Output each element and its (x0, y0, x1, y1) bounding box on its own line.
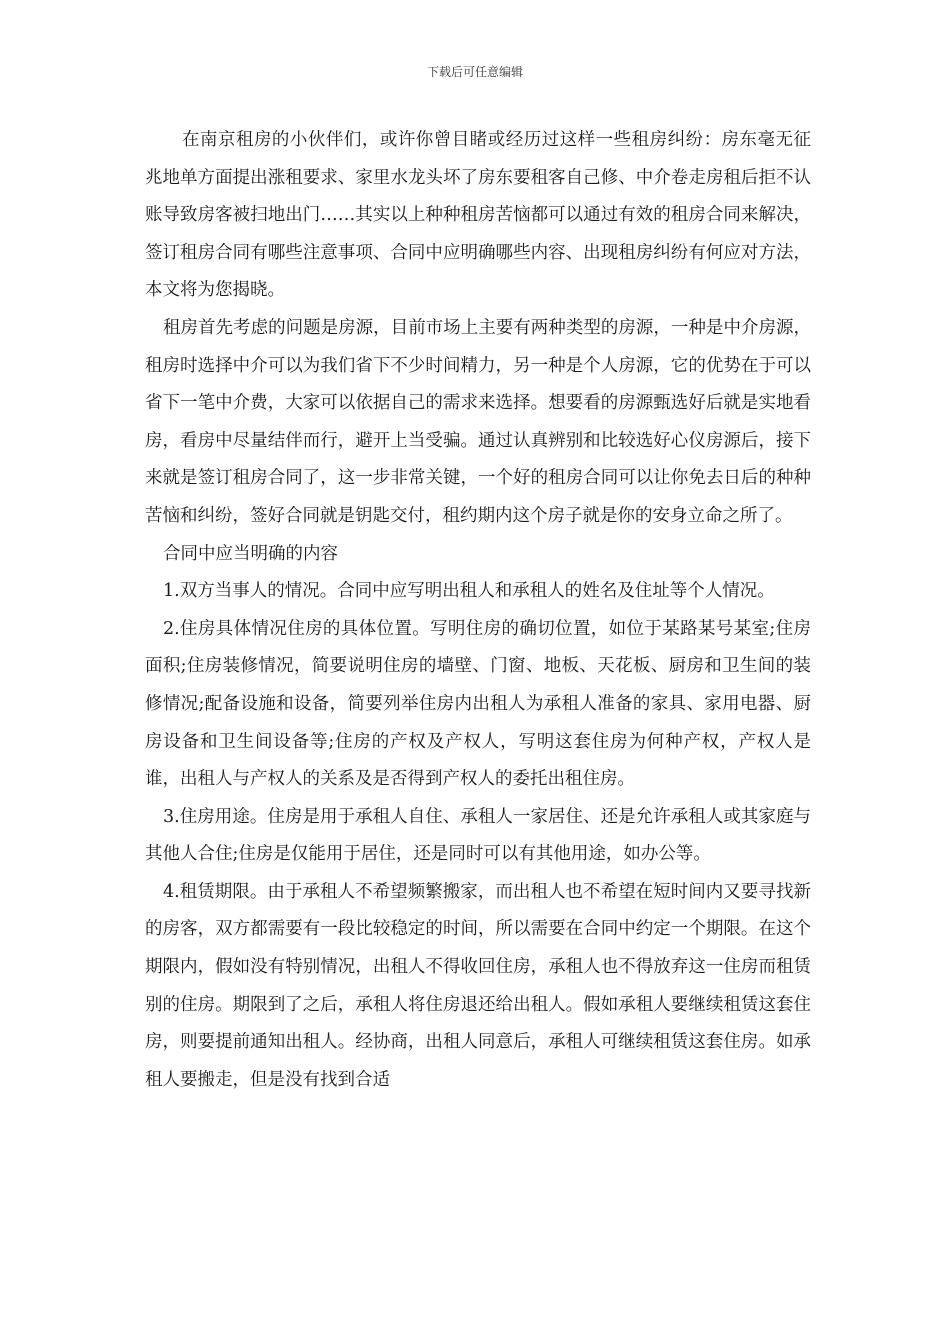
list-item-housing-use: 3.住房用途。住房是用于承租人自住、承租人一家居住、还是允许承租人或其家庭与其他人合住;住房是仅能用于居住，还是同时可以有其他用途，如办公等。 (145, 806, 811, 865)
intro-paragraph: 在南京租房的小伙伴们，或许你曾目睹或经历过这样一些租房纠纷：房东毫无征兆地单方面提出涨租要求、家里水龙头坏了房东要租客自己修、中介卷走房租后拒不认账导致房客被扫地出门……其实以上种种租房苦恼都可以通过有效的租房合同来解决，签订租房合同有哪些注意事项、合同中应明确哪些内容、出现租房纠纷有何应对方法，本文将为您揭晓。 (145, 130, 811, 301)
section-heading: 合同中应当明确的内容 (163, 543, 338, 564)
page-header: 下载后可任意编辑 (426, 65, 523, 79)
housing-source-paragraph: 租房首先考虑的问题是房源，目前市场上主要有两种类型的房源，一种是中介房源，租房时选择中介可以为我们省下不少时间精力，另一种是个人房源，它的优势在于可以省下一笔中介费，大家可以依据自己的需求来选择。想要看的房源甄选好后就是实地看房，看房中尽量结伴而行，避开上当受骗。通过认真辨别和比较选好心仪房源后，接下来就是签订租房合同了，这一步非常关键，一个好的租房合同可以让你免去日后的种种苦恼和纠纷，签好合同就是钥匙交付，租约期内这个房子就是你的安身立命之所了。 (145, 317, 811, 526)
list-item-lease-term: 4.租赁期限。由于承租人不希望频繁搬家，而出租人也不希望在短时间内又要寻找新的房客，双方都需要有一段比较稳定的时间，所以需要在合同中约定一个期限。在这个期限内，假如没有特别情况，出租人不得收回住房，承租人也不得放弃这一住房而租赁别的住房。期限到了之后，承租人将住房退还给出租人。假如承租人要继续租赁这套住房，则要提前通知出租人。经协商，出租人同意后，承租人可继续租赁这套住房。如承租人要搬走，但是没有找到合适 (145, 881, 811, 1090)
document-body (145, 122, 811, 1099)
list-item-parties: 1.双方当事人的情况。合同中应写明出租人和承租人的姓名及住址等个人情况。 (163, 581, 775, 602)
list-item-housing-details: 2.住房具体情况住房的具体位置。写明住房的确切位置，如位于某路某号某室;住房面积;住房装修情况，简要说明住房的墙壁、门窗、地板、天花板、厨房和卫生间的装修情况;配备设施和设备，简要列举住房内出租人为承租人准备的家具、家用电器、厨房设备和卫生间设备等;住房的产权及产权人，写明这套住房为何种产权，产权人是谁，出租人与产权人的关系及是否得到产权人的委托出租住房。 (145, 618, 811, 790)
